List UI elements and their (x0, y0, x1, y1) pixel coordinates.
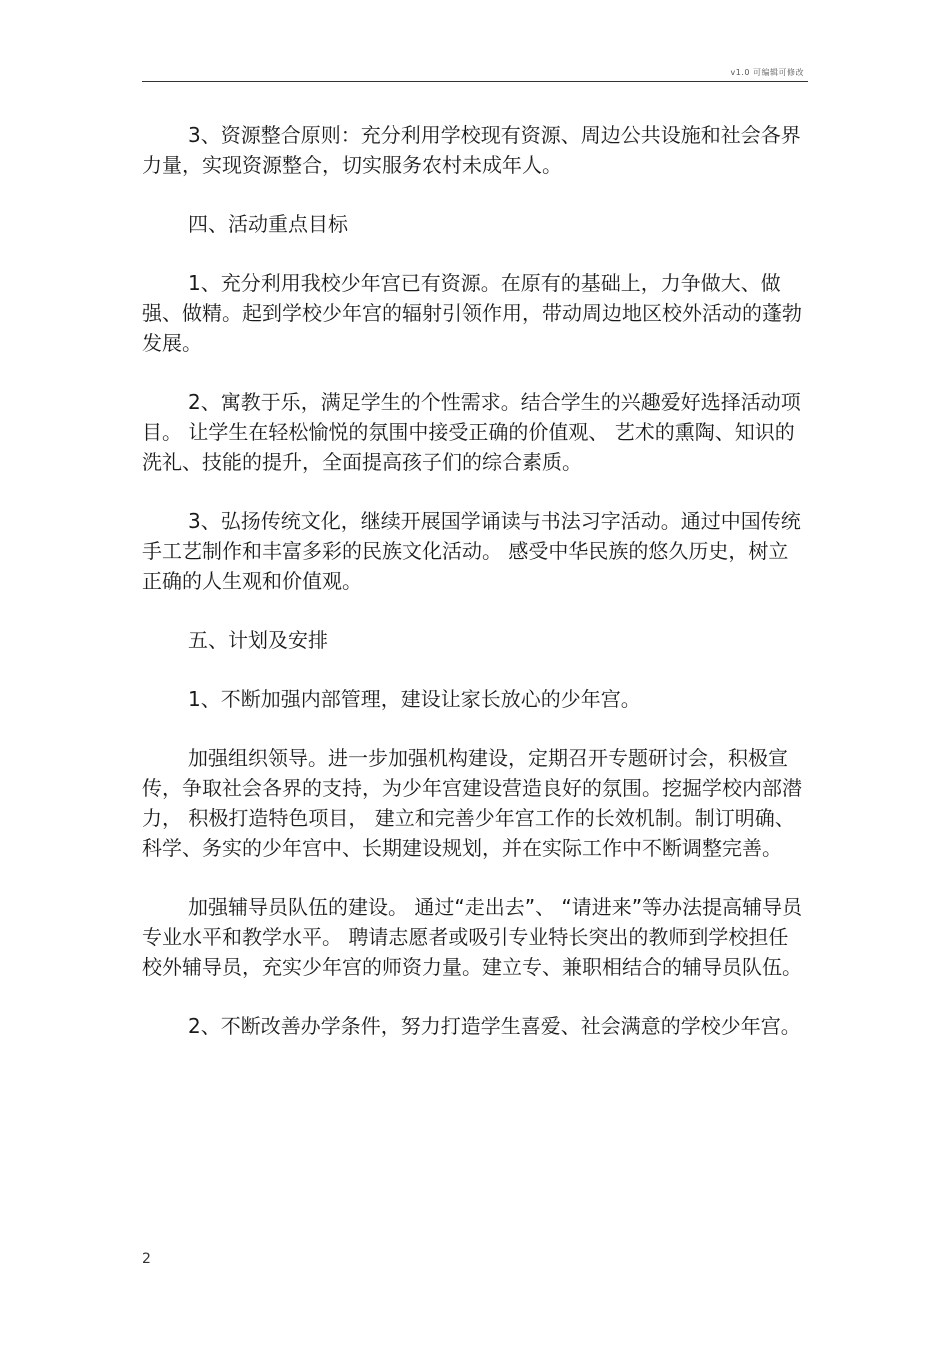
paragraph-plan-2: 2、不断改善办学条件，努力打造学生喜爱、社会满意的学校少年宫。 (188, 1014, 801, 1038)
document-body (142, 120, 808, 1041)
paragraph-organization: 加强组织领导。进一步加强机构建设，定期召开专题研讨会，积极宣传，争取社会各界的支持，为少年宫建设营造良好的氛围。挖掘学校内部潜力， 积极打造特色项目， 建立和完善少年宫工作的长效机制。制订明确、科学、务实的少年宫中、长期建设规划，并在实际工作中不断调整完善。 (142, 746, 802, 860)
paragraph-resource-principle: 3、资源整合原则：充分利用学校现有资源、周边公共设施和社会各界力量，实现资源整合，切实服务农村未成年人。 (142, 123, 801, 177)
paragraph-goal-3: 3、弘扬传统文化，继续开展国学诵读与书法习字活动。通过中国传统手工艺制作和丰富多彩的民族文化活动。 感受中华民族的悠久历史，树立正确的人生观和价值观。 (142, 509, 801, 593)
paragraph-plan-1: 1、不断加强内部管理，建设让家长放心的少年宫。 (188, 687, 641, 711)
page-number: 2 (142, 1251, 151, 1267)
section-heading-plan: 五、计划及安排 (188, 628, 328, 652)
version-label: v1.0 可编辑可修改 (730, 68, 804, 77)
paragraph-counselors: 加强辅导员队伍的建设。 通过“走出去”、 “请进来”等办法提高辅导员专业水平和教学水平。 聘请志愿者或吸引专业特长突出的教师到学校担任校外辅导员，充实少年宫的师资力量。建立专、兼职相结合的辅导员队伍。 (142, 895, 803, 979)
header-divider (142, 81, 808, 82)
paragraph-goal-2: 2、寓教于乐，满足学生的个性需求。结合学生的兴趣爱好选择活动项目。 让学生在轻松愉悦的氛围中接受正确的价值观、 艺术的熏陶、知识的洗礼、技能的提升，全面提高孩子们的综合素质。 (142, 390, 801, 474)
section-heading-goals: 四、活动重点目标 (188, 212, 348, 236)
paragraph-goal-1: 1、充分利用我校少年宫已有资源。在原有的基础上，力争做大、做强、做精。起到学校少年宫的辐射引领作用，带动周边地区校外活动的蓬勃发展。 (142, 271, 802, 355)
